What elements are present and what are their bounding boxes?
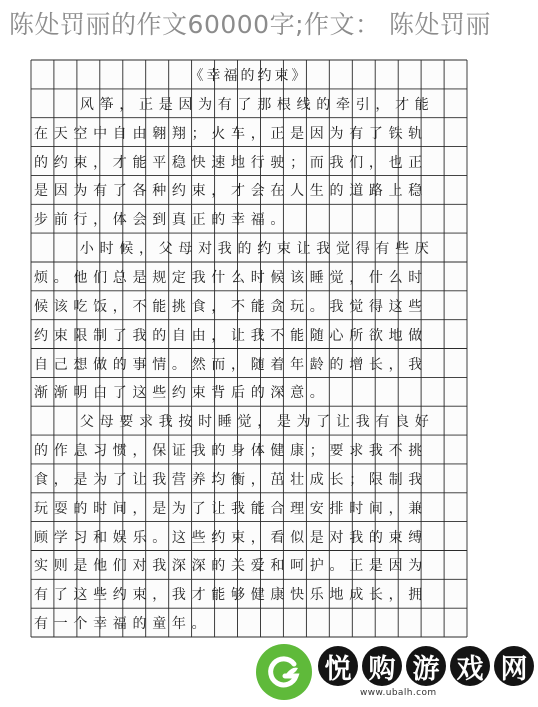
essay-line-text: 是因为有了各种约束，才会在人生的道路上稳 [34,183,428,199]
grid-paper [31,60,467,637]
site-url: www.ubalh.com [360,688,437,698]
brand-char: 网 [494,646,534,686]
essay-line-text: 有了这些约束，我才能够健康快乐地成长，拥 [34,587,428,603]
essay-line [34,497,467,519]
essay-line [34,266,467,288]
essay-line [34,295,467,317]
essay-line [34,208,467,230]
essay-line [80,410,467,432]
essay-line-text: 小时候，父母对我的约束让我觉得有些厌 [79,241,435,257]
essay-line [34,526,467,548]
essay-line [80,93,467,115]
essay-line [34,353,467,375]
essay-line-text: 的作息习惯，保证我的身体健康；要求我不挑 [34,443,428,459]
essay-line [34,468,467,490]
essay-line-text: 渐渐明白了这些约束背后的深意。 [34,385,330,401]
site-watermark [256,640,528,702]
essay-line-text: 自己想做的事情。然而，随着年龄的增长，我 [34,357,428,373]
essay-line [34,122,467,144]
essay-line-text: 父母要求我按时睡觉，是为了让我有良好 [79,414,435,430]
essay-line [34,324,467,346]
essay-line-text: 的约束，才能平稳快速地行驶；而我们，也正 [34,155,428,171]
essay-line-text: 候该吃饭，不能挑食，不能贪玩。我觉得这些 [34,299,428,315]
essay-line-text: 烦。他们总是规定我什么时候该睡觉，什么时 [34,270,428,286]
essay-line [34,583,467,605]
essay-line-text: 顾学习和娱乐。这些约束，看似是对我的束缚 [34,530,428,546]
brand-name [318,646,538,684]
essay-line [34,179,467,201]
essay-line-text: 食，是为了让我营养均衡，茁壮成长；限制我 [34,472,428,488]
brand-char: 戏 [450,646,490,686]
essay-line-text: 风筝，正是因为有了那根线的牵引，才能 [79,97,435,113]
essay-line-text: 实则是他们对我深深的关爱和呵护。正是因为 [34,558,428,574]
essay-line-text: 在天空中自由翱翔；火车，正是因为有了铁轨 [34,126,428,142]
essay-line-text: 有一个幸福的童年。 [34,616,212,632]
page-title: 陈处罚丽的作文60000字;作文： 陈处罚丽 [9,10,491,39]
essay-line [34,612,467,634]
essay-title [31,64,467,86]
essay-line-text: 玩耍的时间，是为了让我能合理安排时间，兼 [34,501,428,517]
essay-line [34,381,467,403]
brand-char: 悦 [318,646,358,686]
brand-char: 游 [406,646,446,686]
essay-line [34,151,467,173]
essay-line [34,554,467,576]
essay-sheet [31,60,467,637]
essay-line-text: 步前行，体会到真正的幸福。 [34,212,291,228]
essay-line-text: 约束限制了我的自由，让我不能随心所欲地做 [34,328,428,344]
essay-line [80,237,467,259]
g-leaf-icon [256,644,312,700]
essay-line [34,439,467,461]
brand-char: 购 [362,646,402,686]
essay-title-text: 《幸福的约束》 [189,68,309,84]
